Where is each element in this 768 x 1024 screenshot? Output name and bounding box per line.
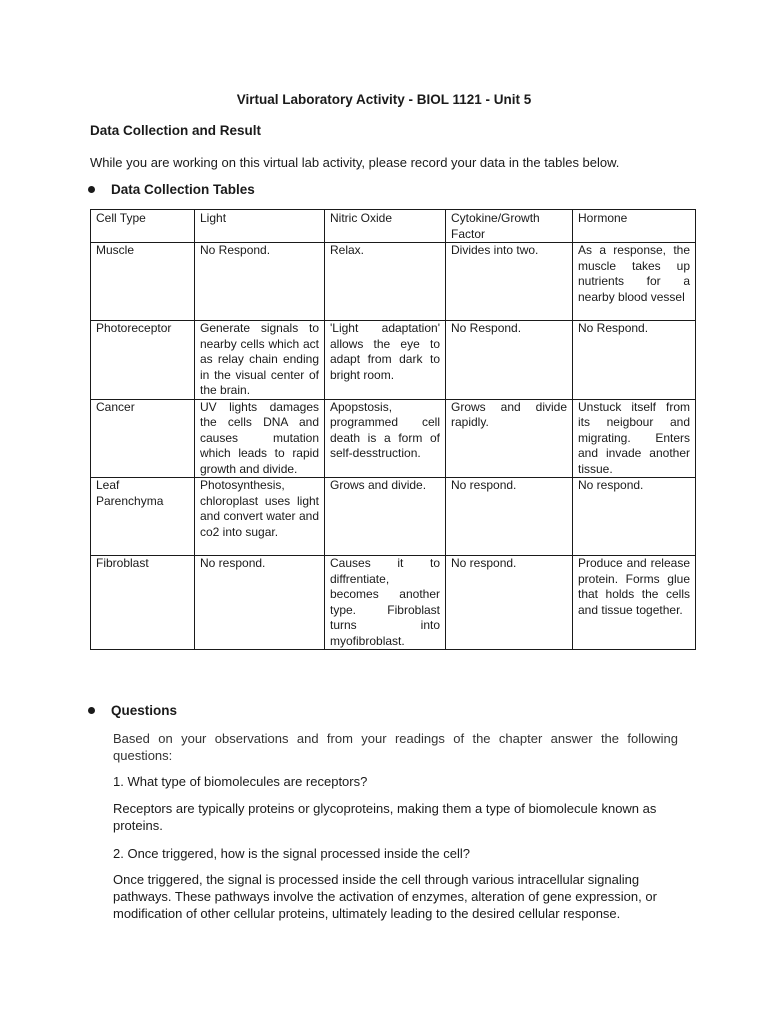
table-cell: No respond. xyxy=(446,478,573,556)
questions-intro: Based on your observations and from your readings of the chapter answer the following questions: xyxy=(113,731,678,763)
table-cell: No Respond. xyxy=(446,321,573,400)
cell-type-cell: Cancer xyxy=(91,399,195,478)
table-cell: Generate signals to nearby cells which act as relay chain ending in the visual center of the brain. xyxy=(195,321,325,400)
table-cell: No Respond. xyxy=(195,243,325,321)
answer-1: Receptors are typically proteins or glycoproteins, making them a type of biomolecule known as proteins. xyxy=(113,801,657,833)
table-cell: No respond. xyxy=(195,556,325,650)
table-cell: No respond. xyxy=(573,478,696,556)
answer-2: Once triggered, the signal is processed inside the cell through various intracellular signaling pathways. These pathways involve the activation of enzymes, alteration of gene expression, or modification of other cellular proteins, ultimately leading to the desired cellular response. xyxy=(113,872,657,921)
table-row xyxy=(91,556,696,650)
header-cell: Hormone xyxy=(573,210,696,243)
header-cell: Nitric Oxide xyxy=(325,210,446,243)
tables-bullet-item xyxy=(88,182,255,197)
section-heading: Data Collection and Result xyxy=(90,123,262,138)
table-cell: Relax. xyxy=(325,243,446,321)
tables-bullet-label: Data Collection Tables xyxy=(111,182,255,197)
header-cell: Cytokine/Growth Factor xyxy=(446,210,573,243)
table-cell: Produce and release protein. Forms glue that holds the cells and tissue together. xyxy=(573,556,696,650)
intro-text: While you are working on this virtual lab activity, please record your data in the tables below. xyxy=(90,155,620,170)
questions-bullet-label: Questions xyxy=(111,703,178,718)
table-cell: No respond. xyxy=(446,556,573,650)
question-1: 1. What type of biomolecules are receptors? xyxy=(113,774,368,789)
table-row xyxy=(91,321,696,400)
table-row xyxy=(91,243,696,321)
table-cell: 'Light adaptation' allows the eye to adapt from dark to bright room. xyxy=(325,321,446,400)
data-collection-table xyxy=(90,209,696,650)
table-cell: UV lights damages the cells DNA and causes mutation which leads to rapid growth and divide. xyxy=(195,399,325,478)
document-title: Virtual Laboratory Activity - BIOL 1121 - Unit 5 xyxy=(236,92,532,107)
table-row xyxy=(91,478,696,556)
questions-bullet-item xyxy=(88,703,177,718)
cell-type-cell: Photoreceptor xyxy=(91,321,195,400)
cell-type-cell: Fibroblast xyxy=(91,556,195,650)
table-header-row xyxy=(91,210,696,243)
table-cell: Unstuck itself from its neigbour and migrating. Enters and invade another tissue. xyxy=(573,399,696,478)
table-cell: Apopstosis, programmed cell death is a form of self-desstruction. xyxy=(325,399,446,478)
cell-type-cell: Leaf Parenchyma xyxy=(91,478,195,556)
question-2: 2. Once triggered, how is the signal processed inside the cell? xyxy=(113,846,470,861)
table-row xyxy=(91,399,696,478)
table-cell: As a response, the muscle takes up nutrients for a nearby blood vessel xyxy=(573,243,696,321)
table-cell: No Respond. xyxy=(573,321,696,400)
table-cell: Grows and divide rapidly. xyxy=(446,399,573,478)
bullet-icon xyxy=(88,186,95,193)
cell-type-cell: Muscle xyxy=(91,243,195,321)
header-cell: Light xyxy=(195,210,325,243)
table-cell: Grows and divide. xyxy=(325,478,446,556)
header-cell: Cell Type xyxy=(91,210,195,243)
table-cell: Photosynthesis, chloroplast uses light and convert water and co2 into sugar. xyxy=(195,478,325,556)
table-cell: Divides into two. xyxy=(446,243,573,321)
bullet-icon xyxy=(88,707,95,714)
table-cell: Causes it to diffrentiate, becomes another type. Fibroblast turns into myofibroblast. xyxy=(325,556,446,650)
